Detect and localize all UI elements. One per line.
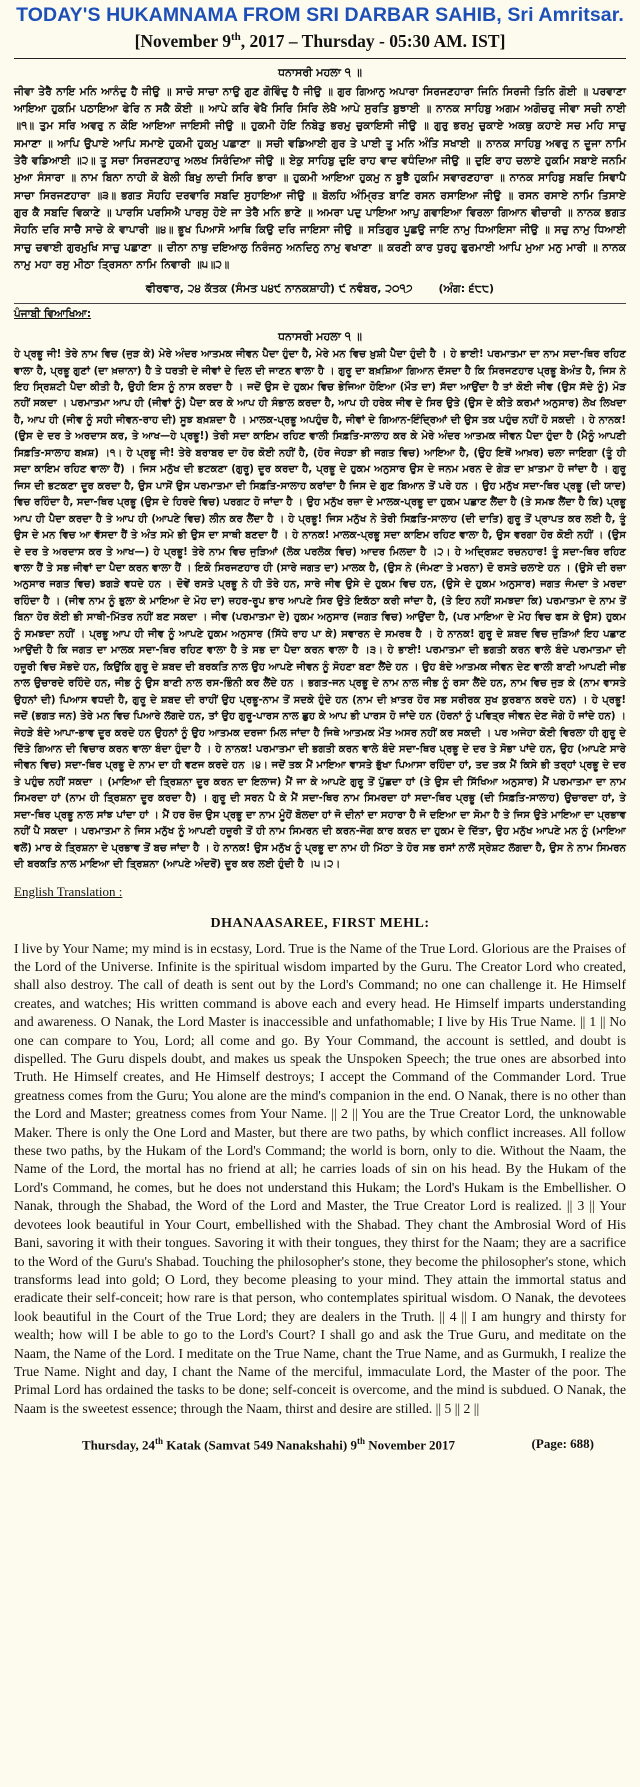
- punjabi-vyakhya-heading: ਧਨਾਸਰੀ ਮਹਲਾ ੧ ॥: [278, 330, 362, 344]
- punjabi-date: ਵੀਰਵਾਰ, ੨੪ ਕੱਤਕ (ਸੰਮਤ ੫੪੯ ਨਾਨਕਸ਼ਾਹੀ) ੯ ਨਵੰਬਰ, ੨੦੧੭: [145, 282, 413, 296]
- english-translation-text: I live by Your Name; my mind is in ecstasy, Lord. True is the Name of the True Lord. Glorious are the Praises of the Lord of the Universe. Infinite is the spiritual wisdom imparted by the Guru. The Creator Lord who created, shall also destroy. The call of death is sent out by the Lord's Command; no one can challenge it. He Himself creates, and watches; His written command is above each and every head. He Himself imparts understanding and awareness. O Nanak, the Lord Master is inaccessible and unfathomable; I live by His True Name. || 1 || No one can compare to You, Lord; all come and go. By Your Command, the account is settled, and doubt is dispelled. The Guru dispels doubt, and makes us speak the Unspoken Speech; the true ones are absorbed into Truth. He Himself creates, and He Himself destroys; I accept the Command of the Commander Lord. True greatness comes from the Guru; You alone are the mind's companion in the end. O Nanak, there is no other than the Lord and Master; greatness comes from Your Name. || 2 || You are the True Creator Lord, the unknowable Maker. There is only the One Lord and Master, but there are two paths, by which conflict increases. All follow these two paths, by the Hukam of the Lord's Command; the world is born, only to die. Without the Naam, the Name of the Lord, the mortal has no friend at all; he carries loads of sin on his head. By the Hukam of the Lord's Command, he comes, but he does not understand this Hukam; the Lord's Hukam is the Embellisher. O Nanak, through the Shabad, the Word of the Lord and Master, the True Creator Lord is realized. || 3 || Your devotees look beautiful in Your Court, embellished with the Shabad. They chant the Ambrosial Word of His Bani, savoring it with their tongues. Savoring it with their tongues, they thirst for the Naam; they are a sacrifice to the Word of the Guru's Shabad. Touching the philosopher's stone, they become the philosopher's stone, which transforms lead into gold; O Lord, they become pleasing to your mind. They attain the immortal status and eradicate their self-conceit; how rare is that person, who contemplates spiritual wisdom. O Nanak, the devotees look beautiful in the Court of the True Lord; they are dealers in the Truth. || 4 || I am hungry and thirsty for wealth; how will I be able to go to the Lord's Court? I shall go and ask the True Guru, and meditate on the Naam, the Name of the Lord. I meditate on the True Name, chant the True Name, and as Gurmukh, I realize the True Name. Night and day, I chant the Name of the merciful, immaculate Lord, the Master of the poor. The Primal Lord has ordained the tasks to be done; self-conceit is overcome, and the mind is subdued. O Nanak, the Naam is the sweetest essence; through the Naam, thirst and desire are stilled. || 5 || 2 ||: [14, 940, 626, 1416]
- date-subtitle: [14, 26, 626, 52]
- page-title: TODAY'S HUKAMNAMA FROM SRI DARBAR SAHIB, Sri Amritsar.: [16, 4, 624, 26]
- divider: [14, 303, 626, 304]
- english-heading: DHANAASAREE, FIRST MEHL:: [210, 915, 430, 931]
- footer-sup-1: th: [154, 1436, 163, 1447]
- date-sup: th: [230, 31, 241, 43]
- footer-date: [82, 1436, 455, 1453]
- divider: [14, 58, 626, 59]
- punjabi-date-line: [14, 281, 626, 297]
- punjabi-vyakhya-label: ਪੰਜਾਬੀ ਵਿਆਖਿਆ:: [14, 308, 92, 321]
- footer-sup-2: th: [356, 1436, 365, 1447]
- footer-date-middle: Katak (Samvat 549 Nanakshahi) 9: [163, 1437, 357, 1453]
- english-translation-label: English Translation :: [14, 883, 123, 899]
- footer: [14, 1436, 626, 1453]
- ang-number: (ਅੰਗ: ੬੮੮): [438, 282, 495, 296]
- punjabi-vyakhya-text: ਹੇ ਪ੍ਰਭੂ ਜੀ! ਤੇਰੇ ਨਾਮ ਵਿਚ (ਜੁੜ ਕੇ) ਮੇਰੇ ਅੰਦਰ ਆਤਮਕ ਜੀਵਨ ਪੈਦਾ ਹੁੰਦਾ ਹੈ, ਮੇਰੇ ਮਨ ਵਿਚ ਖ਼ੁਸ਼ੀ ਪੈਦਾ ਹੁੰਦੀ ਹੈ । ਹੇ ਭਾਈ! ਪਰਮਾਤਮਾ ਦਾ ਨਾਮ ਸਦਾ-ਥਿਰ ਰਹਿਣ ਵਾਲਾ ਹੈ, ਪ੍ਰਭੂ ਗੁਣਾਂ (ਦਾ ਖ਼ਜ਼ਾਨਾ) ਹੈ ਤੇ ਧਰਤੀ ਦੇ ਜੀਵਾਂ ਦੇ ਦਿਲ ਦੀ ਜਾਣਨ ਵਾਲਾ ਹੈ । ਗੁਰੂ ਦਾ ਬਖ਼ਸ਼ਿਆ ਗਿਆਨ ਦੱਸਦਾ ਹੈ ਕਿ ਸਿਰਜਣਹਾਰ ਪ੍ਰਭੂ ਬੇਅੰਤ ਹੈ, ਜਿਸ ਨੇ ਇਹ ਸ੍ਰਿਸ਼ਟੀ ਪੈਦਾ ਕੀਤੀ ਹੈ, ਉਹੀ ਇਸ ਨੂੰ ਨਾਸ ਕਰਦਾ ਹੈ । ਜਦੋਂ ਉਸ ਦੇ ਹੁਕਮ ਵਿਚ ਭੇਜਿਆ ਹੋਇਆ (ਮੌਤ ਦਾ) ਸੱਦਾ ਆਉਂਦਾ ਹੈ ਤਾਂ ਕੋਈ ਜੀਵ (ਉਸ ਸੱਦੇ ਨੂੰ) ਮੋੜ ਨਹੀਂ ਸਕਦਾ । ਪਰਮਾਤਮਾ ਆਪ ਹੀ (ਜੀਵਾਂ ਨੂੰ) ਪੈਦਾ ਕਰ ਕੇ ਆਪ ਹੀ ਸੰਭਾਲ ਕਰਦਾ ਹੈ, ਆਪ ਹੀ ਹਰੇਕ ਜੀਵ ਦੇ ਸਿਰ ਉਤੇ (ਉਸ ਦੇ ਕੀਤੇ ਕਰਮਾਂ ਅਨੁਸਾਰ) ਲੇਖ ਲਿਖਦਾ ਹੈ, ਆਪ ਹੀ (ਜੀਵ ਨੂੰ ਸਹੀ ਜੀਵਨ-ਰਾਹ ਦੀ) ਸੂਝ ਬਖ਼ਸ਼ਦਾ ਹੈ । ਮਾਲਕ-ਪ੍ਰਭੂ ਅਪਹੁੰਚ ਹੈ, ਜੀਵਾਂ ਦੇ ਗਿਆਨ-ਇੰਦ੍ਰਿਆਂ ਦੀ ਉਸ ਤਕ ਪਹੁੰਚ ਨਹੀਂ ਹੋ ਸਕਦੀ । ਹੇ ਨਾਨਕ! (ਉਸ ਦੇ ਦਰ ਤੇ ਅਰਦਾਸ ਕਰ, ਤੇ ਆਖ—ਹੇ ਪ੍ਰਭੂ!) ਤੇਰੀ ਸਦਾ ਕਾਇਮ ਰਹਿਣ ਵਾਲੀ ਸਿਫ਼ਤਿ-ਸਾਲਾਹ ਕਰ ਕੇ ਮੇਰੇ ਅੰਦਰ ਆਤਮਕ ਜੀਵਨ ਪੈਦਾ ਹੁੰਦਾ ਹੈ (ਮੈਨੂੰ ਆਪਣੀ ਸਿਫ਼ਤਿ-ਸਾਲਾਹ ਬਖ਼ਸ਼) ।੧। ਹੇ ਪ੍ਰਭੂ ਜੀ! ਤੇਰੇ ਬਰਾਬਰ ਦਾ ਹੋਰ ਕੋਈ ਨਹੀਂ ਹੈ, (ਹੋਰ ਜੇਹੜਾ ਭੀ ਜਗਤ ਵਿਚ) ਆਇਆ ਹੈ, (ਉਹ ਇਥੋਂ ਆਖ਼ਰ) ਚਲਾ ਜਾਇਗਾ (ਤੂੰ ਹੀ ਸਦਾ ਕਾਇਮ ਰਹਿਣ ਵਾਲਾ ਹੈਂ) । ਜਿਸ ਮਨੁੱਖ ਦੀ ਭਟਕਣਾ (ਗੁਰੂ) ਦੂਰ ਕਰਦਾ ਹੈ, ਪ੍ਰਭੂ ਦੇ ਹੁਕਮ ਅਨੁਸਾਰ ਉਸ ਦੇ ਜਨਮ ਮਰਨ ਦੇ ਗੇੜ ਦਾ ਖ਼ਾਤਮਾ ਹੋ ਜਾਂਦਾ ਹੈ । ਗੁਰੂ ਜਿਸ ਦੀ ਭਟਕਣਾ ਦੂਰ ਕਰਦਾ ਹੈ, ਉਸ ਪਾਸੋਂ ਉਸ ਪਰਮਾਤਮਾ ਦੀ ਸਿਫ਼ਤਿ-ਸਾਲਾਹ ਕਰਾਂਦਾ ਹੈ ਜਿਸ ਦੇ ਗੁਣ ਬਿਆਨ ਤੋਂ ਪਰੇ ਹਨ । ਉਹ ਮਨੁੱਖ ਸਦਾ-ਥਿਰ ਪ੍ਰਭੂ (ਦੀ ਯਾਦ) ਵਿਚ ਰਹਿੰਦਾ ਹੈ, ਸਦਾ-ਥਿਰ ਪ੍ਰਭੂ (ਉਸ ਦੇ ਹਿਰਦੇ ਵਿਚ) ਪਰਗਟ ਹੋ ਜਾਂਦਾ ਹੈ । ਉਹ ਮਨੁੱਖ ਰਜ਼ਾ ਦੇ ਮਾਲਕ-ਪ੍ਰਭੂ ਦਾ ਹੁਕਮ ਪਛਾਣ ਲੈਂਦਾ ਹੈ (ਤੇ ਸਮਝ ਲੈਂਦਾ ਹੈ ਕਿ) ਪ੍ਰਭੂ ਆਪ ਹੀ ਪੈਦਾ ਕਰਦਾ ਹੈ ਤੇ ਆਪ ਹੀ (ਆਪਣੇ ਵਿਚ) ਲੀਨ ਕਰ ਲੈਂਦਾ ਹੈ । ਹੇ ਪ੍ਰਭੂ! ਜਿਸ ਮਨੁੱਖ ਨੇ ਤੇਰੀ ਸਿਫ਼ਤਿ-ਸਾਲਾਹ (ਦੀ ਦਾਤਿ) ਗੁਰੂ ਤੋਂ ਪ੍ਰਾਪਤ ਕਰ ਲਈ ਹੈ, ਤੂੰ ਉਸ ਦੇ ਮਨ ਵਿਚ ਆ ਵੱਸਦਾ ਹੈਂ ਤੇ ਅੰਤ ਸਮੇ ਭੀ ਉਸ ਦਾ ਸਾਥੀ ਬਣਦਾ ਹੈਂ । ਹੇ ਨਾਨਕ! ਮਾਲਕ-ਪ੍ਰਭੂ ਸਦਾ ਕਾਇਮ ਰਹਿਣ ਵਾਲਾ ਹੈ, ਉਸ ਵਰਗਾ ਹੋਰ ਕੋਈ ਨਹੀਂ । (ਉਸ ਦੇ ਦਰ ਤੇ ਅਰਦਾਸ ਕਰ ਤੇ ਆਖ—) ਹੇ ਪ੍ਰਭੂ! ਤੇਰੇ ਨਾਮ ਵਿਚ ਜੁੜਿਆਂ (ਲੋਕ ਪਰਲੋਕ ਵਿਚ) ਆਦਰ ਮਿਲਦਾ ਹੈ ।੨। ਹੇ ਅਦ੍ਰਿਸ਼ਟ ਰਚਨਹਾਰ! ਤੂੰ ਸਦਾ-ਥਿਰ ਰਹਿਣ ਵਾਲਾ ਹੈਂ ਤੇ ਸਭ ਜੀਵਾਂ ਦਾ ਪੈਦਾ ਕਰਨ ਵਾਲਾ ਹੈਂ । ਇਕੋ ਸਿਰਜਣਹਾਰ ਹੀ (ਸਾਰੇ ਜਗਤ ਦਾ) ਮਾਲਕ ਹੈ, (ਉਸ ਨੇ (ਜੰਮਣਾ ਤੇ ਮਰਨਾ) ਦੋ ਰਸਤੇ ਚਲਾਏ ਹਨ । (ਉਸੇ ਦੀ ਰਜ਼ਾ ਅਨੁਸਾਰ ਜਗਤ ਵਿਚ) ਝਗੜੇ ਵਧਦੇ ਹਨ । ਦੋਵੇਂ ਰਸਤੇ ਪ੍ਰਭੂ ਨੇ ਹੀ ਤੋਰੇ ਹਨ, ਸਾਰੇ ਜੀਵ ਉਸੇ ਦੇ ਹੁਕਮ ਵਿਚ ਹਨ, (ਉਸੇ ਦੇ ਹੁਕਮ ਅਨੁਸਾਰ) ਜਗਤ ਜੰਮਦਾ ਤੇ ਮਰਦਾ ਰਹਿੰਦਾ ਹੈ । (ਜੀਵ ਨਾਮ ਨੂੰ ਭੁਲਾ ਕੇ ਮਾਇਆ ਦੇ ਮੋਹ ਦਾ) ਜ਼ਹਰ-ਰੂਪ ਭਾਰ ਆਪਣੇ ਸਿਰ ਉਤੇ ਇਕੱਠਾ ਕਰੀ ਜਾਂਦਾ ਹੈ, (ਤੇ ਇਹ ਨਹੀਂ ਸਮਝਦਾ ਕਿ) ਪਰਮਾਤਮਾ ਦੇ ਨਾਮ ਤੋਂ ਬਿਨਾ ਹੋਰ ਕੋਈ ਭੀ ਸਾਥੀ-ਮਿੱਤਰ ਨਹੀਂ ਬਣ ਸਕਦਾ । ਜੀਵ (ਪਰਮਾਤਮਾ ਦੇ) ਹੁਕਮ ਅਨੁਸਾਰ (ਜਗਤ ਵਿਚ) ਆਉਂਦਾ ਹੈ, (ਪਰ ਮਾਇਆ ਦੇ ਮੋਹ ਵਿਚ ਫਸ ਕੇ ਉਸ) ਹੁਕਮ ਨੂੰ ਸਮਝਦਾ ਨਹੀਂ । ਪ੍ਰਭੂ ਆਪ ਹੀ ਜੀਵ ਨੂੰ ਆਪਣੇ ਹੁਕਮ ਅਨੁਸਾਰ (ਸਿੱਧੇ ਰਾਹ ਪਾ ਕੇ) ਸਵਾਰਨ ਦੇ ਸਮਰਥ ਹੈ । ਹੇ ਨਾਨਕ! ਗੁਰੂ ਦੇ ਸ਼ਬਦ ਵਿਚ ਜੁੜਿਆਂ ਇਹ ਪਛਾਣ ਆਉਂਦੀ ਹੈ ਕਿ ਜਗਤ ਦਾ ਮਾਲਕ ਸਦਾ-ਥਿਰ ਰਹਿਣ ਵਾਲਾ ਹੈ ਤੇ ਸਭ ਦਾ ਪੈਦਾ ਕਰਨ ਵਾਲਾ ਹੈ ।੩। ਹੇ ਭਾਈ! ਪਰਮਾਤਮਾ ਦੀ ਭਗਤੀ ਕਰਨ ਵਾਲੇ ਬੰਦੇ ਪਰਮਾਤਮਾ ਦੀ ਹਜ਼ੂਰੀ ਵਿਚ ਸੋਭਦੇ ਹਨ, ਕਿਉਂਕਿ ਗੁਰੂ ਦੇ ਸ਼ਬਦ ਦੀ ਬਰਕਤਿ ਨਾਲ ਉਹ ਆਪਣੇ ਜੀਵਨ ਨੂੰ ਸੋਹਣਾ ਬਣਾ ਲੈਂਦੇ ਹਨ । ਉਹ ਬੰਦੇ ਆਤਮਕ ਜੀਵਨ ਦੇਣ ਵਾਲੀ ਬਾਣੀ ਆਪਣੀ ਜੀਭ ਨਾਲ ਉਚਾਰਦੇ ਰਹਿੰਦੇ ਹਨ, ਜੀਭ ਨੂੰ ਉਸ ਬਾਣੀ ਨਾਲ ਰਸ-ਭਿੰਨੀ ਕਰ ਲੈਂਦੇ ਹਨ । ਭਗਤ-ਜਨ ਪ੍ਰਭੂ ਦੇ ਨਾਮ ਨਾਲ ਜੀਭ ਨੂੰ ਰਸਾ ਲੈਂਦੇ ਹਨ, ਨਾਮ ਵਿਚ ਜੁੜ ਕੇ (ਨਾਮ ਵਾਸਤੇ ਉਹਨਾਂ ਦੀ) ਪਿਆਸ ਵਧਦੀ ਹੈ, ਗੁਰੂ ਦੇ ਸ਼ਬਦ ਦੀ ਰਾਹੀਂ ਉਹ ਪ੍ਰਭੂ-ਨਾਮ ਤੋਂ ਸਦਕੇ ਹੁੰਦੇ ਹਨ (ਨਾਮ ਦੀ ਖ਼ਾਤਰ ਹੋਰ ਸਭ ਸਰੀਰਕ ਸੁਖ ਕੁਰਬਾਨ ਕਰਦੇ ਹਨ) । ਹੇ ਪ੍ਰਭੂ! ਜਦੋਂ (ਭਗਤ ਜਨ) ਤੇਰੇ ਮਨ ਵਿਚ ਪਿਆਰੇ ਲੱਗਦੇ ਹਨ, ਤਾਂ ਉਹ ਗੁਰੂ-ਪਾਰਸ ਨਾਲ ਛੁਹ ਕੇ ਆਪ ਭੀ ਪਾਰਸ ਹੋ ਜਾਂਦੇ ਹਨ (ਹੋਰਨਾਂ ਨੂੰ ਪਵਿਤ੍ਰ ਜੀਵਨ ਦੇਣ ਜੋਗੇ ਹੋ ਜਾਂਦੇ ਹਨ) । ਜੇਹੜੇ ਬੰਦੇ ਆਪਾ-ਭਾਵ ਦੂਰ ਕਰਦੇ ਹਨ ਉਹਨਾਂ ਨੂੰ ਉਹ ਆਤਮਕ ਦਰਜਾ ਮਿਲ ਜਾਂਦਾ ਹੈ ਜਿਥੇ ਆਤਮਕ ਮੌਤ ਅਸਰ ਨਹੀਂ ਕਰ ਸਕਦੀ । ਪਰ ਅਜੇਹਾ ਕੋਈ ਵਿਰਲਾ ਹੀ ਗੁਰੂ ਦੇ ਦਿੱਤੇ ਗਿਆਨ ਦੀ ਵਿਚਾਰ ਕਰਨ ਵਾਲਾ ਬੰਦਾ ਹੁੰਦਾ ਹੈ । ਹੇ ਨਾਨਕ! ਪਰਮਾਤਮਾ ਦੀ ਭਗਤੀ ਕਰਨ ਵਾਲੇ ਬੰਦੇ ਸਦਾ-ਥਿਰ ਪ੍ਰਭੂ ਦੇ ਦਰ ਤੇ ਸੋਭਾ ਪਾਂਦੇ ਹਨ, ਉਹ (ਆਪਣੇ ਸਾਰੇ ਜੀਵਨ ਵਿਚ) ਸਦਾ-ਥਿਰ ਪ੍ਰਭੂ ਦੇ ਨਾਮ ਦਾ ਹੀ ਵਣਜ ਕਰਦੇ ਹਨ ।੪। ਜਦੋਂ ਤਕ ਮੈਂ ਮਾਇਆ ਵਾਸਤੇ ਭੁੱਖਾ ਪਿਆਸਾ ਰਹਿੰਦਾ ਹਾਂ, ਤਦ ਤਕ ਮੈਂ ਕਿਸੇ ਭੀ ਤਰ੍ਹਾਂ ਪ੍ਰਭੂ ਦੇ ਦਰ ਤੇ ਪਹੁੰਚ ਨਹੀਂ ਸਕਦਾ । (ਮਾਇਆ ਦੀ ਤ੍ਰਿਸ਼ਨਾ ਦੂਰ ਕਰਨ ਦਾ ਇਲਾਜ) ਮੈਂ ਜਾ ਕੇ ਆਪਣੇ ਗੁਰੂ ਤੋਂ ਪੁੱਛਦਾ ਹਾਂ (ਤੇ ਉਸ ਦੀ ਸਿੱਖਿਆ ਅਨੁਸਾਰ) ਮੈਂ ਪਰਮਾਤਮਾ ਦਾ ਨਾਮ ਸਿਮਰਦਾ ਹਾਂ (ਨਾਮ ਹੀ ਤ੍ਰਿਸ਼ਨਾ ਦੂਰ ਕਰਦਾ ਹੈ) । ਗੁਰੂ ਦੀ ਸਰਨ ਪੈ ਕੇ ਮੈਂ ਸਦਾ-ਥਿਰ ਨਾਮ ਸਿਮਰਦਾ ਹਾਂ ਸਦਾ-ਥਿਰ ਪ੍ਰਭੂ (ਦੀ ਸਿਫ਼ਤਿ-ਸਾਲਾਹ) ਉਚਾਰਦਾ ਹਾਂ, ਤੇ ਸਦਾ-ਥਿਰ ਪ੍ਰਭੂ ਨਾਲ ਸਾਂਝ ਪਾਂਦਾ ਹਾਂ । ਮੈਂ ਹਰ ਰੋਜ਼ ਉਸ ਪ੍ਰਭੂ ਦਾ ਨਾਮ ਮੂੰਹੋਂ ਬੋਲਦਾ ਹਾਂ ਜੋ ਦੀਨਾਂ ਦਾ ਸਹਾਰਾ ਹੈ ਜੋ ਦਇਆ ਦਾ ਸੋਮਾ ਹੈ ਤੇ ਜਿਸ ਉਤੇ ਮਾਇਆ ਦਾ ਪ੍ਰਭਾਵ ਨਹੀਂ ਪੈ ਸਕਦਾ । ਪਰਮਾਤਮਾ ਨੇ ਜਿਸ ਮਨੁੱਖ ਨੂੰ ਆਪਣੀ ਹਜ਼ੂਰੀ ਤੋਂ ਹੀ ਨਾਮ ਸਿਮਰਨ ਦੀ ਕਰਨ-ਜੋਗ ਕਾਰ ਕਰਨ ਦਾ ਹੁਕਮ ਦੇ ਦਿੱਤਾ, ਉਹ ਮਨੁੱਖ ਆਪਣੇ ਮਨ ਨੂੰ (ਮਾਇਆ ਵਲੋਂ) ਮਾਰ ਕੇ ਤ੍ਰਿਸ਼ਨਾ ਦੇ ਪ੍ਰਭਾਵ ਤੋਂ ਬਚ ਜਾਂਦਾ ਹੈ । ਹੇ ਨਾਨਕ! ਉਸ ਮਨੁੱਖ ਨੂੰ ਪ੍ਰਭੂ ਦਾ ਨਾਮ ਹੀ ਮਿੱਠਾ ਤੇ ਹੋਰ ਸਭ ਰਸਾਂ ਨਾਲੋਂ ਸ੍ਰੇਸ਼ਟ ਲੱਗਦਾ ਹੈ, ਉਸ ਨੇ ਨਾਮ ਸਿਮਰਨ ਦੀ ਬਰਕਤਿ ਨਾਲ ਮਾਇਆ ਦੀ ਤ੍ਰਿਸ਼ਨਾ (ਆਪਣੇ ਅੰਦਰੋਂ) ਦੂਰ ਕਰ ਲਈ ਹੁੰਦੀ ਹੈ ।੫।੨।: [14, 349, 626, 871]
- date-suffix: , 2017 – Thursday - 05:30 AM. IST]: [240, 30, 506, 51]
- footer-page: (Page: 688): [531, 1436, 594, 1452]
- footer-date-prefix: Thursday, 24: [82, 1437, 155, 1453]
- footer-date-suffix: November 2017: [364, 1437, 455, 1453]
- hukamnama-text: ਜੀਵਾ ਤੇਰੈ ਨਾਇ ਮਨਿ ਆਨੰਦੁ ਹੈ ਜੀਉ ॥ ਸਾਚੋ ਸਾਚਾ ਨਾਉ ਗੁਣ ਗੋਵਿੰਦੁ ਹੈ ਜੀਉ ॥ ਗੁਰ ਗਿਆਨੁ ਅਪਾਰਾ ਸਿਰਜਣਹਾਰਾ ਜਿਨਿ ਸਿਰਜੀ ਤਿਨਿ ਗੋਈ ॥ ਪਰਵਾਣਾ ਆਇਆ ਹੁਕਮਿ ਪਠਾਇਆ ਫੇਰਿ ਨ ਸਕੈ ਕੋਈ ॥ ਆਪੇ ਕਰਿ ਵੇਖੈ ਸਿਰਿ ਸਿਰਿ ਲੇਖੈ ਆਪੇ ਸੁਰਤਿ ਬੁਝਾਈ ॥ ਨਾਨਕ ਸਾਹਿਬੁ ਅਗਮ ਅਗੋਚਰੁ ਜੀਵਾ ਸਚੀ ਨਾਈ ॥੧॥ ਤੁਮ ਸਰਿ ਅਵਰੁ ਨ ਕੋਇ ਆਇਆ ਜਾਇਸੀ ਜੀਉ ॥ ਹੁਕਮੀ ਹੋਇ ਨਿਬੇੜੁ ਭਰਮੁ ਚੁਕਾਇਸੀ ਜੀਉ ॥ ਗੁਰੁ ਭਰਮੁ ਚੁਕਾਏ ਅਕਥੁ ਕਹਾਏ ਸਚ ਮਹਿ ਸਾਚੁ ਸਮਾਣਾ ॥ ਆਪਿ ਉਪਾਏ ਆਪਿ ਸਮਾਏ ਹੁਕਮੀ ਹੁਕਮੁ ਪਛਾਣਾ ॥ ਸਚੀ ਵਡਿਆਈ ਗੁਰ ਤੇ ਪਾਈ ਤੂ ਮਨਿ ਅੰਤਿ ਸਖਾਈ ॥ ਨਾਨਕ ਸਾਹਿਬੁ ਅਵਰੁ ਨ ਦੂਜਾ ਨਾਮਿ ਤੇਰੈ ਵਡਿਆਈ ॥੨॥ ਤੂ ਸਚਾ ਸਿਰਜਣਹਾਰੁ ਅਲਖ ਸਿਰੰਦਿਆ ਜੀਉ ॥ ਏਕੁ ਸਾਹਿਬੁ ਦੁਇ ਰਾਹ ਵਾਦ ਵਧੰਦਿਆ ਜੀਉ ॥ ਦੁਇ ਰਾਹ ਚਲਾਏ ਹੁਕਮਿ ਸਬਾਏ ਜਨਮਿ ਮੁਆ ਸੰਸਾਰਾ ॥ ਨਾਮ ਬਿਨਾ ਨਾਹੀ ਕੋ ਬੇਲੀ ਬਿਖੁ ਲਾਦੀ ਸਿਰਿ ਭਾਰਾ ॥ ਹੁਕਮੀ ਆਇਆ ਹੁਕਮੁ ਨ ਬੂਝੈ ਹੁਕਮਿ ਸਵਾਰਣਹਾਰਾ ॥ ਨਾਨਕ ਸਾਹਿਬੁ ਸਬਦਿ ਸਿਞਾਪੈ ਸਾਚਾ ਸਿਰਜਣਹਾਰਾ ॥੩॥ ਭਗਤ ਸੋਹਹਿ ਦਰਵਾਰਿ ਸਬਦਿ ਸੁਹਾਇਆ ਜੀਉ ॥ ਬੋਲਹਿ ਅੰਮ੍ਰਿਤ ਬਾਣਿ ਰਸਨ ਰਸਾਇਆ ਜੀਉ ॥ ਰਸਨ ਰਸਾਏ ਨਾਮਿ ਤਿਸਾਏ ਗੁਰ ਕੈ ਸਬਦਿ ਵਿਕਾਣੇ ॥ ਪਾਰਸਿ ਪਰਸਿਐ ਪਾਰਸੁ ਹੋਏ ਜਾ ਤੇਰੈ ਮਨਿ ਭਾਣੇ ॥ ਅਮਰਾ ਪਦੁ ਪਾਇਆ ਆਪੁ ਗਵਾਇਆ ਵਿਰਲਾ ਗਿਆਨ ਵੀਚਾਰੀ ॥ ਨਾਨਕ ਭਗਤ ਸੋਹਨਿ ਦਰਿ ਸਾਚੈ ਸਾਚੇ ਕੇ ਵਾਪਾਰੀ ॥੪॥ ਭੂਖ ਪਿਆਸੋ ਆਥਿ ਕਿਉ ਦਰਿ ਜਾਇਸਾ ਜੀਉ ॥ ਸਤਿਗੁਰ ਪੂਛਉ ਜਾਇ ਨਾਮੁ ਧਿਆਇਸਾ ਜੀਉ ॥ ਸਚੁ ਨਾਮੁ ਧਿਆਈ ਸਾਚੁ ਚਵਾਈ ਗੁਰਮੁਖਿ ਸਾਚੁ ਪਛਾਣਾ ॥ ਦੀਨਾ ਨਾਥੁ ਦਇਆਲੁ ਨਿਰੰਜਨੁ ਅਨਦਿਨੁ ਨਾਮੁ ਵਖਾਣਾ ॥ ਕਰਣੀ ਕਾਰ ਧੁਰਹੁ ਫੁਰਮਾਈ ਆਪਿ ਮੁਆ ਮਨੁ ਮਾਰੀ ॥ ਨਾਨਕ ਨਾਮੁ ਮਹਾ ਰਸੁ ਮੀਠਾ ਤ੍ਰਿਸਨਾ ਨਾਮਿ ਨਿਵਾਰੀ ॥੫॥੨॥: [14, 84, 626, 271]
- hukamnama-heading: ਧਨਾਸਰੀ ਮਹਲਾ ੧ ॥: [278, 65, 362, 79]
- date-prefix: [November 9: [134, 30, 231, 51]
